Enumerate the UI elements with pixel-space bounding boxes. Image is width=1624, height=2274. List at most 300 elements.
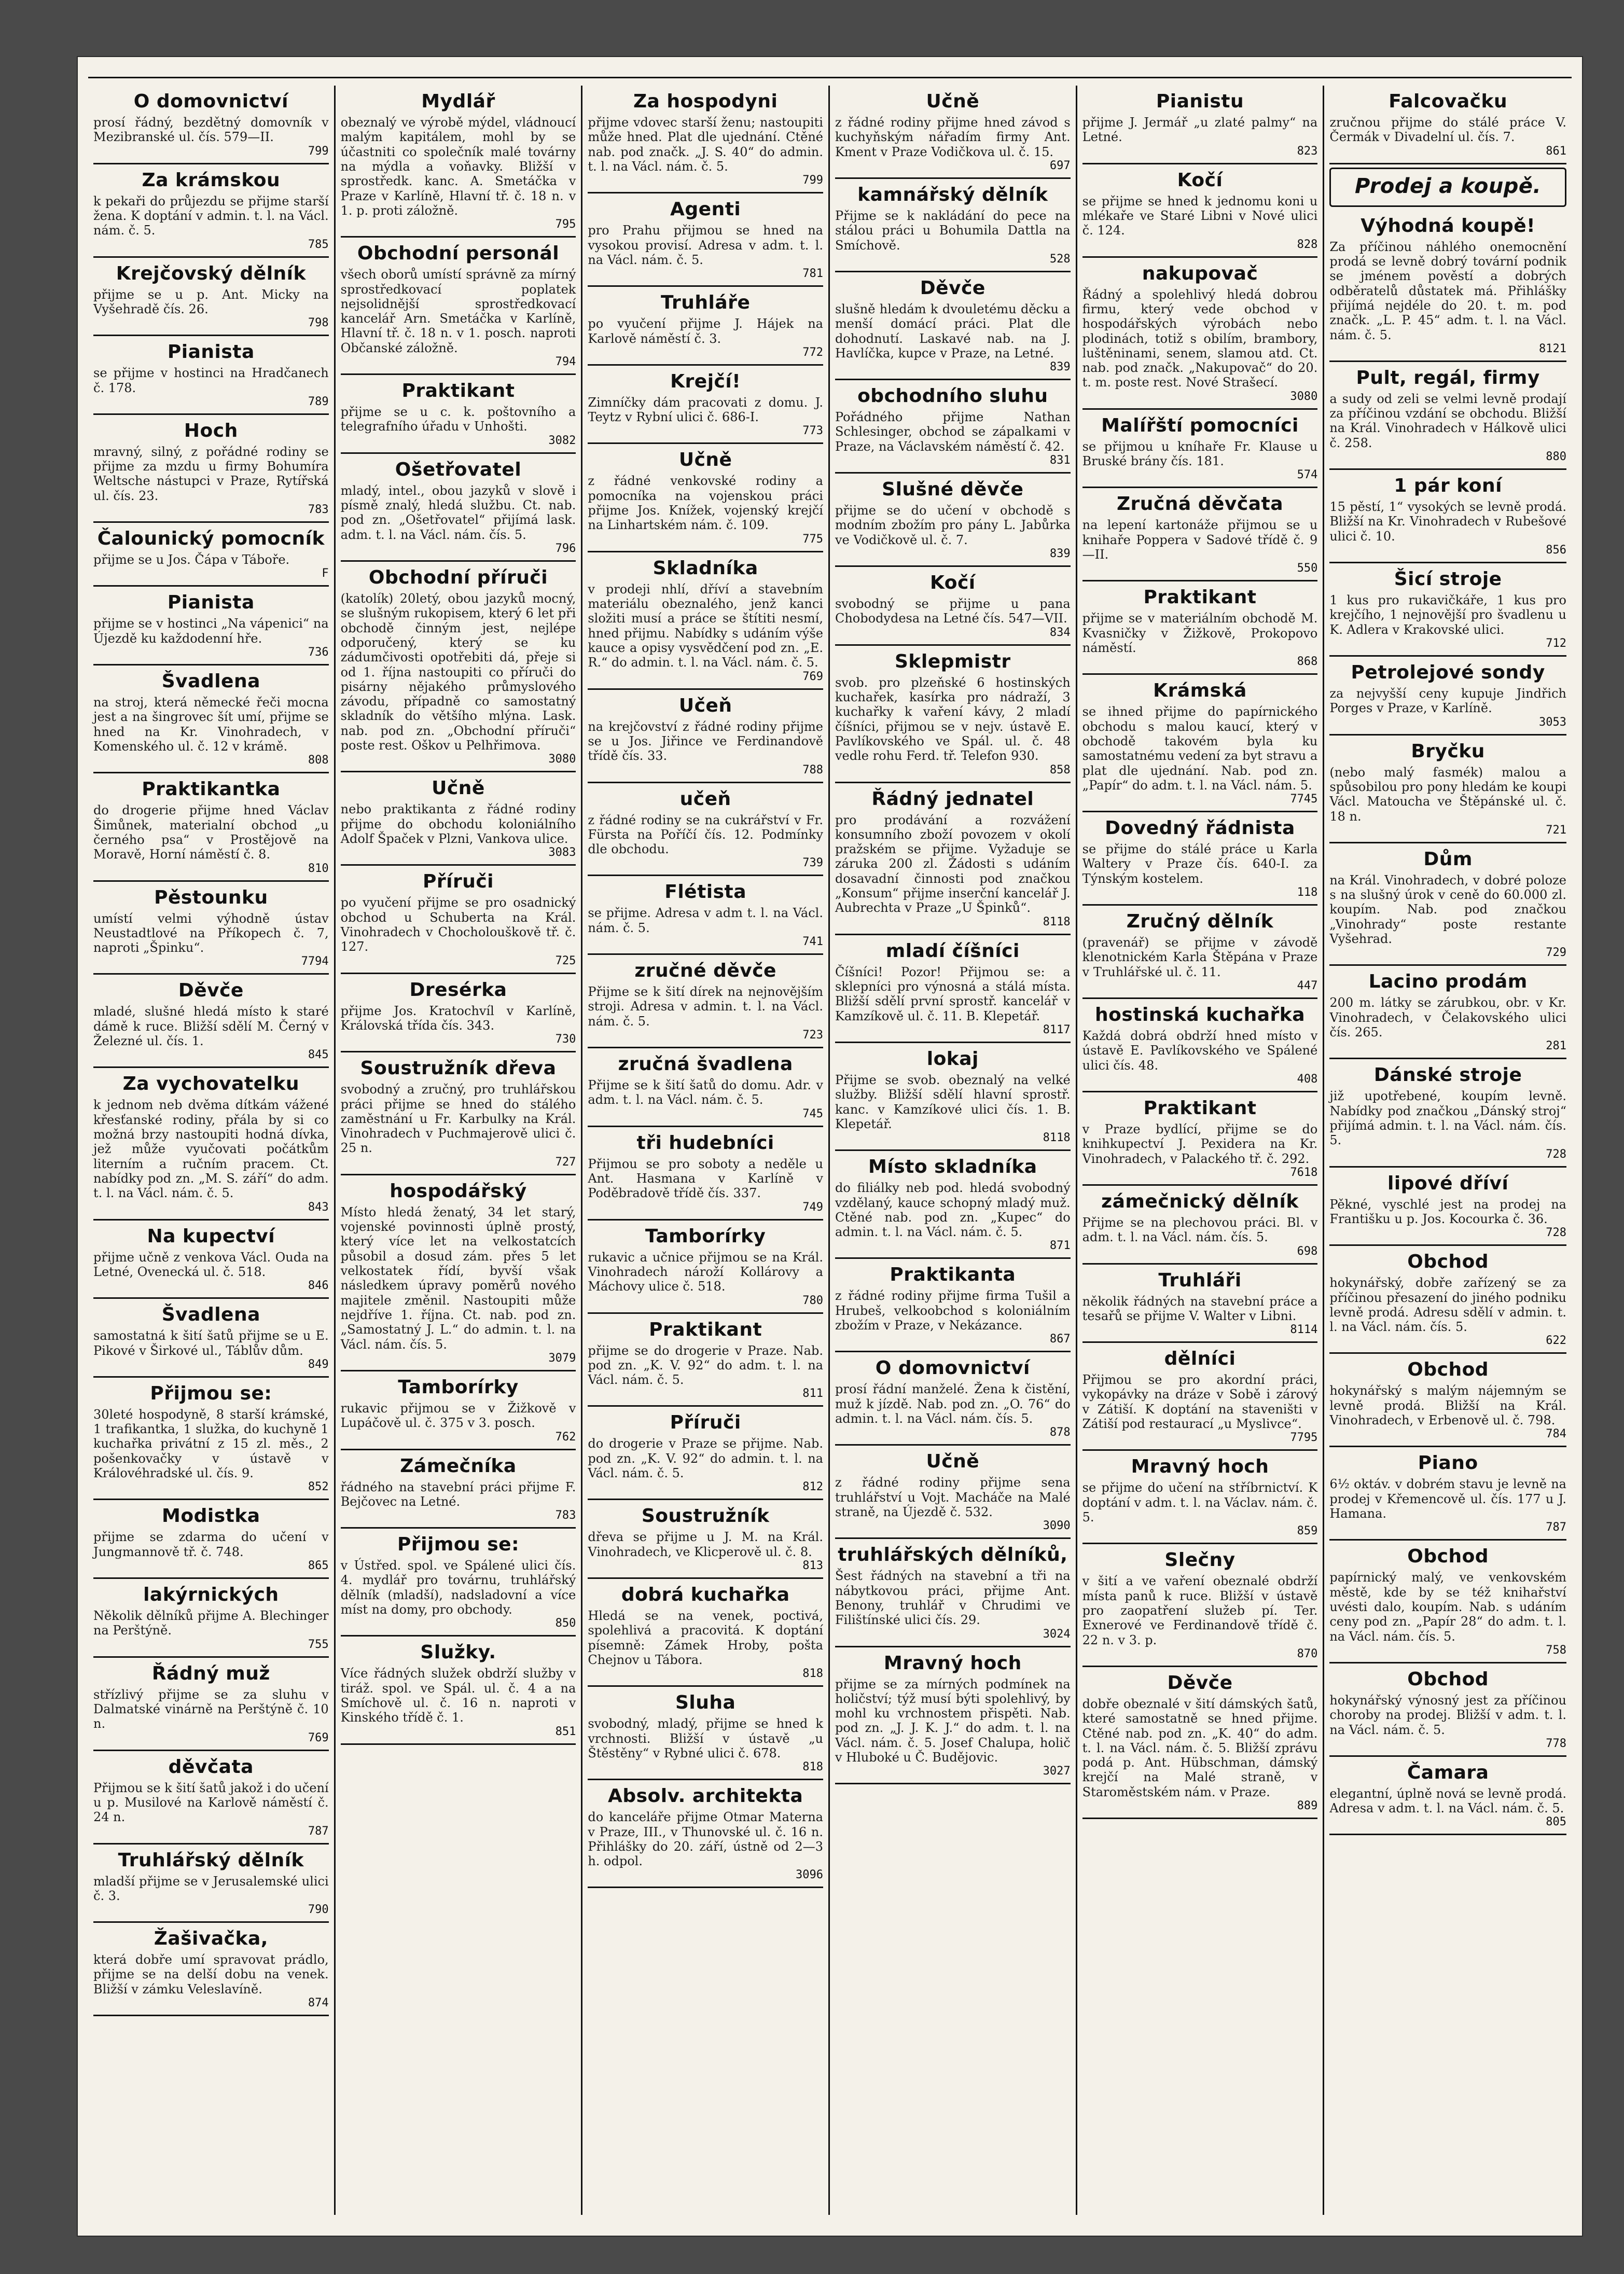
ad-text: Přijmou se pro soboty a neděle u Ant. Hasmana v Karlíně v Poděbradově třídě čís. 337. xyxy=(588,1156,823,1201)
ad-number: 739 xyxy=(802,856,823,870)
column-1 xyxy=(88,86,336,2215)
ad-text: přijme vdovec starší ženu; nastoupiti může hned. Plat dle ujednání. Ctěné nab. pod značk. „J. S. 40“ do admin. t. l. na Václ. nám. č. 5. xyxy=(588,115,823,174)
classified-ad xyxy=(588,193,823,287)
ad-title: Praktikant xyxy=(649,1319,762,1340)
ad-text: se ihned přijme do papírnického obchodu s malou kaucí, který v obchodě takovém byla ku samostatnému vedení za byt stravu a plat dle ujednání. Nab. pod zn. „Papír“ do adm. t. l. na Václ. nám. 5. xyxy=(1082,704,1318,793)
ad-text: hokynářský, dobře zařízený se za příčinou přesazení do jiného podniku levně prodá. Adresu sdělí v admin. t. l. na Václ. nám. čís. 5. xyxy=(1329,1275,1566,1335)
ad-number: 728 xyxy=(1546,1226,1566,1240)
classified-ad xyxy=(341,238,576,375)
classified-ad xyxy=(1329,657,1566,736)
ad-title: Za hospodyni xyxy=(633,91,778,112)
ad-number: 871 xyxy=(1049,1239,1071,1253)
classified-ad xyxy=(835,474,1071,567)
classified-ad xyxy=(93,1845,329,1923)
ad-number: 818 xyxy=(802,1760,823,1774)
column-2 xyxy=(336,86,583,2215)
ad-text: svobodný, mladý, přijme se hned k vrchnosti. Bližší v ústavě „u Štěstěny“ v Rybné ulici č. 678. xyxy=(588,1716,823,1760)
classified-ad xyxy=(588,86,823,193)
classified-ad xyxy=(93,1579,329,1658)
ad-title: hospodářský xyxy=(390,1180,527,1202)
ad-text: Přijme se k šití dírek na nejnovějším stroji. Adresa v admin. t. l. na Václ. nám. č. 5. xyxy=(588,985,823,1029)
ad-title: Švadlena xyxy=(161,1304,260,1326)
ad-text: (pravenář) se přijme v závodě klenotnickém Karla Štěpána v Praze v Truhlářské ul. č. 11. xyxy=(1082,935,1318,979)
ad-number: 769 xyxy=(308,1731,329,1744)
ad-text: Více řádných služek obdrží služby v tiráž. spol. ve Spál. ul. č. 4 a na Smíchově ul. č. 16 n. naproti v Kinského třídě č. 1. xyxy=(340,1666,576,1725)
ad-title: O domovnictví xyxy=(875,1357,1030,1379)
ad-number: 8118 xyxy=(1043,1131,1071,1145)
ad-number: 3096 xyxy=(796,1868,823,1882)
classified-ad xyxy=(1082,1667,1318,1819)
ad-text: přijme učně z venkova Václ. Ouda na Letné, Ovenecká ul. č. 518. xyxy=(93,1250,329,1279)
ad-number: 798 xyxy=(308,316,329,330)
ad-number: 3027 xyxy=(1043,1765,1071,1778)
ad-title: Příruči xyxy=(422,871,494,893)
ad-number: 736 xyxy=(308,646,329,659)
ad-number: 783 xyxy=(555,1509,576,1522)
classified-ad xyxy=(835,1539,1071,1647)
ad-title: Pult, regál, firmy xyxy=(1356,367,1540,389)
ad-title: Šicí stroje xyxy=(1394,569,1502,590)
ad-text: hokynářský s malým nájemným se levně prodá. Bližší na Král. Vinohradech, v Erbenově ul. č. 798. xyxy=(1329,1383,1566,1428)
ad-number: 845 xyxy=(308,1048,329,1062)
classified-ad xyxy=(1082,1092,1318,1186)
ad-number: 874 xyxy=(308,1996,329,2010)
ad-number: 852 xyxy=(308,1480,329,1494)
ad-text: pro Prahu přijmou se hned na vysokou provisí. Adresa v adm. t. l. na Václ. nám. č. 5. xyxy=(588,223,823,267)
column-5 xyxy=(1077,86,1325,2215)
ad-text: po vyučení přijme se pro osadnický obchod u Schuberta na Král. Vinohradech v Chocholouškově tř. č. 127. xyxy=(340,895,576,954)
ad-title: Místo skladníka xyxy=(868,1156,1037,1178)
ad-text: rukavic přijmou se v Žižkově v Lupáčově ul. č. 375 v 3. posch. xyxy=(340,1401,576,1431)
ad-number: 799 xyxy=(308,144,329,158)
ad-title: Obchod xyxy=(1407,1251,1489,1273)
ad-text: do filiálky neb pod. hledá svobodný vzdělaný, kauce schopný mladý muž. Ctěné nab. pod zn. „Kupec“ do admin. t. l. na Václ. nám. č. 5. xyxy=(835,1181,1071,1240)
ad-text: Hledá se na venek, poctivá, spolehlivá a pracovitá. K doptání písemně: Zámek Hroby, pošta Chejnov u Tábora. xyxy=(588,1609,823,1667)
ad-title: Příruči xyxy=(670,1412,741,1434)
ad-title: Přijmou se: xyxy=(397,1534,519,1556)
ad-title: Dresérka xyxy=(409,979,507,1001)
ad-number: 729 xyxy=(1546,946,1566,960)
ad-text: samostatná k šití šatů přijme se u E. Pikové v Širkové ul., Táblův dům. xyxy=(93,1328,329,1358)
classified-ad xyxy=(1082,1265,1318,1343)
ad-number: 741 xyxy=(802,935,823,949)
ad-title: Pianista xyxy=(167,341,255,363)
ad-text: mravný, silný, z pořádné rodiny se přijme za mzdu u firmy Bohumíra Weltsche nástupci v Praze, Rytířská ul. čís. 23. xyxy=(93,444,329,503)
ad-number: 778 xyxy=(1546,1737,1566,1750)
ad-title: Praktikant xyxy=(1143,587,1257,608)
ad-number: 870 xyxy=(1297,1647,1318,1660)
ad-text: elegantní, úplně nová se levně prodá. Adresa v adm. t. l. na Václ. nám. č. 5. xyxy=(1329,1786,1566,1816)
ad-title: Praktikantka xyxy=(142,779,281,800)
ad-text: v prodeji nhlí, dříví a stavebním materiálu obeznalého, jenž kanci složiti musí a práce se štítiti nesmí, hned přijmu. Nabídky s udáním výše kauce a opisy vysvědčení pod zn. „E. R.“ do admin. t. l. na Václ. nám. č. 5. xyxy=(588,581,823,670)
ad-text: do drogerie přijme hned Václav Šimůnek, materialní obchod „u černého psa“ v Prostějově na Moravě, Horní náměstí č. 8. xyxy=(93,803,329,862)
ad-number: 3090 xyxy=(1043,1519,1071,1533)
ad-text: z řádné rodiny se na cukrářství v Fr. Fürsta na Poříčí čís. 12. Podmínky dle obchodu. xyxy=(588,812,823,857)
ad-text: 6½ oktáv. v dobrém stavu je levně na prodej v Křemencově ul. čís. 177 u J. Hamana. xyxy=(1329,1477,1566,1521)
classified-ad xyxy=(341,375,576,454)
ad-text: mladší přijme se v Jerusalemské ulici č. 3. xyxy=(93,1874,329,1903)
ad-number: 828 xyxy=(1297,238,1318,251)
ad-title: Přijmou se: xyxy=(150,1382,272,1404)
classified-ad xyxy=(835,1259,1071,1352)
ad-number: 7618 xyxy=(1290,1166,1318,1179)
ad-number: 7795 xyxy=(1290,1431,1318,1445)
ad-number: 749 xyxy=(802,1200,823,1214)
ad-title: Agenti xyxy=(670,199,741,220)
ad-title: Učně xyxy=(926,1451,980,1473)
classified-ad xyxy=(1329,843,1566,966)
classified-ad xyxy=(1329,1059,1566,1167)
classified-ad xyxy=(835,1151,1071,1259)
classified-ad xyxy=(341,772,576,866)
ad-number: 3024 xyxy=(1043,1627,1071,1641)
ad-number: 8117 xyxy=(1043,1023,1071,1036)
ad-title: děvčata xyxy=(168,1756,254,1778)
ad-title: 1 pár koní xyxy=(1394,475,1502,497)
ad-number: 8118 xyxy=(1043,915,1071,928)
ad-title: Sluha xyxy=(675,1692,736,1714)
classified-ad xyxy=(588,783,823,877)
classified-ad xyxy=(588,366,823,445)
ad-text: 15 pěstí, 1“ vysokých se levně prodá. Bližší na Kr. Vinohradech v Rubešové ulici č. 10. xyxy=(1329,500,1566,544)
ad-text: k pekaři do průjezdu se přijme starší žena. K doptání v admin. t. l. na Václ. nám. č. 5. xyxy=(93,193,329,238)
classified-ad xyxy=(341,866,576,974)
ad-number: 843 xyxy=(308,1200,329,1214)
ad-title: Učeň xyxy=(678,695,732,716)
ad-title: lokaj xyxy=(926,1048,979,1070)
ad-text: řádného na stavební práci přijme F. Bejčovec na Letné. xyxy=(340,1479,576,1509)
ad-text: prosí řádný, bezdětný domovník v Mezibranské ul. čís. 579—II. xyxy=(93,115,329,145)
classified-ad xyxy=(588,1314,823,1407)
ad-text: mladý, intel., obou jazyků v slově i písmě znalý, hledá službu. Ct. nab. pod zn. „Ošetřovatel“ přijímá lask. adm. t. l. na Václ. nám. čís. 5. xyxy=(340,483,576,542)
classified-ad xyxy=(835,567,1071,646)
classified-ad xyxy=(341,1637,576,1744)
ad-number: 818 xyxy=(802,1667,823,1681)
ad-title: Modistka xyxy=(162,1505,260,1527)
ad-number: 3053 xyxy=(1539,715,1566,729)
ad-text: se přijme se hned k jednomu koni u mlékaře ve Staré Libni v Nové ulici č. 124. xyxy=(1082,193,1318,238)
ad-text: 30leté hospodyně, 8 starší krámské, 1 trafikantka, 1 služka, do kuchyně 1 kuchařka privátní z 15 zl. měs., 2 pošenkovačky v ústavě v Královéhradské ul. čís. 9. xyxy=(93,1407,329,1481)
ad-number: 723 xyxy=(802,1029,823,1042)
ad-text: zručnou přijme do stálé práce V. Čermák v Divadelní ul. čís. 7. xyxy=(1329,115,1566,145)
ad-title: Slečny xyxy=(1164,1549,1236,1571)
classified-ad xyxy=(1082,812,1318,906)
ad-text: (nebo malý fasmék) malou a spůsobilou pro pony hledám ke koupi Václ. Matoucha ve Štěpánské ul. č. 18 n. xyxy=(1329,765,1566,824)
ad-number: 755 xyxy=(308,1638,329,1651)
classified-ad xyxy=(588,690,823,783)
classified-ad xyxy=(1082,86,1318,164)
ad-number: 3083 xyxy=(548,846,576,859)
ad-text: z řádné venkovské rodiny a pomocníka na vojenskou práci přijme Jos. Knížek, vojenský krejčí na Linhartském nám. č. 109. xyxy=(588,474,823,533)
ad-text: Přijme se na plechovou práci. Bl. v adm. t. l. na Václ. nám. čís. 5. xyxy=(1082,1215,1318,1245)
classified-ad xyxy=(341,1052,576,1175)
classified-ad xyxy=(93,1923,329,2016)
ad-number: 889 xyxy=(1297,1799,1318,1813)
ad-text: na Král. Vinohradech, v dobré poloze s na slušný úrok v ceně do 60.000 zl. koupím. Nab. pod značkou „Vinohrady“ poste restante Vyšehrad. xyxy=(1329,872,1566,947)
ad-number: 3082 xyxy=(548,434,576,447)
ad-title: Na kupectví xyxy=(147,1225,275,1247)
ad-title: Pěstounku xyxy=(154,886,268,908)
ad-text: Šest řádných na stavební a tři na nábytkovou práci, přijme Ant. Benony, truhlář v Chrudimi ve Filištínské ulici čís. 29. xyxy=(835,1569,1071,1628)
classified-ad xyxy=(93,773,329,881)
ad-number: 865 xyxy=(308,1559,329,1572)
ad-text: se přijmou u kníhaře Fr. Klause u Bruské brány čís. 181. xyxy=(1082,439,1318,469)
ad-number: 808 xyxy=(308,754,329,767)
ad-title: Dům xyxy=(1423,848,1473,870)
ad-number: 728 xyxy=(1546,1147,1566,1161)
ad-title: Zručný dělník xyxy=(1126,911,1274,933)
ad-number: 773 xyxy=(802,424,823,438)
ad-title: Praktikant xyxy=(1143,1097,1257,1119)
classified-ad xyxy=(835,935,1071,1043)
ad-title: Řádný muž xyxy=(151,1662,270,1684)
classified-ad xyxy=(341,1175,576,1371)
ad-text: 200 m. látky se zárubkou, obr. v Kr. Vinohradech, v Čelakovského ulici čís. 265. xyxy=(1329,995,1566,1039)
ad-number: 528 xyxy=(1049,252,1071,266)
ad-title: Bryčku xyxy=(1411,740,1485,762)
classified-ad xyxy=(1082,1186,1318,1265)
ad-text: již upotřebené, koupím levně. Nabídky pod značkou „Dánský stroj“ přijímá admin. t. l. na Václ. nám. čís. 5. xyxy=(1329,1089,1566,1148)
ad-title: Malířští pomocníci xyxy=(1101,414,1299,436)
ad-title: Mydlář xyxy=(421,91,495,112)
ad-number: 785 xyxy=(308,238,329,251)
ad-number: 697 xyxy=(1049,159,1071,172)
ad-title: zámečnický dělník xyxy=(1101,1190,1299,1212)
ad-number: 3080 xyxy=(548,753,576,766)
classified-ad xyxy=(588,876,823,955)
ad-text: umístí velmi výhodně ústav Neustadtlové na Příkopech č. 7, naproti „Špinku“. xyxy=(93,911,329,955)
classified-ad xyxy=(93,1658,329,1751)
ad-text: přijme se v materiálním obchodě M. Kvasničky v Žižkově, Prokopovo náměstí. xyxy=(1082,611,1318,655)
ad-number: 775 xyxy=(802,532,823,546)
ad-number: 789 xyxy=(308,395,329,408)
ad-title: obchodního sluhu xyxy=(857,385,1048,407)
classified-ad xyxy=(835,646,1071,783)
ad-title: Dovedný řádnista xyxy=(1105,817,1295,839)
ad-text: přijme se za mírných podmínek na holičství; týž musí býti spolehlivý, by mohl ku vrchnostem přispěti. Nab. pod zn. „J. J. K. J.“ do adm. t. l. na Václ. nám. č. 5. Josef Chalupa, holič v Hluboké u Č. Budějovic. xyxy=(835,1676,1071,1765)
column-3 xyxy=(582,86,830,2215)
ad-text: do drogerie v Praze se přijme. Nab. pod zn. „K. V. 92“ do admin. t. l. na Václ. nám. č. 5. xyxy=(588,1436,823,1481)
ad-title: Prodej a koupě. xyxy=(1355,174,1542,198)
classified-ad xyxy=(588,1127,823,1221)
classified-ad xyxy=(1329,1447,1566,1541)
ad-text: přijme se v hostinci „Na vápenici“ na Újezdě ku každodenní hře. xyxy=(93,616,329,646)
ad-number: 850 xyxy=(555,1617,576,1630)
ad-number: 868 xyxy=(1297,655,1318,669)
ad-text: se přijme. Adresa v adm t. l. na Václ. nám. č. 5. xyxy=(588,906,823,935)
ad-text: Několik dělníků přijme A. Blechinger na Perštýně. xyxy=(93,1609,329,1638)
classified-ad xyxy=(588,1407,823,1500)
ad-title: Děvče xyxy=(1167,1672,1233,1694)
ad-number: 8121 xyxy=(1539,342,1566,355)
ad-text: z řádné rodiny přijme firma Tušil a Hrubeš, velkoobchod s koloniálním zbožím v Praze, v Nekázance. xyxy=(835,1288,1071,1333)
ad-number: 281 xyxy=(1546,1039,1566,1053)
classified-ad xyxy=(588,444,823,552)
ad-text: slušně hledám k dvouletému děcku a menší domácí práci. Plat dle dohodnutí. Laskavé nab. na J. Havlíčka, kupce v Praze, na Letné. xyxy=(835,301,1071,360)
ad-title: Praktikanta xyxy=(890,1264,1016,1286)
classified-ad xyxy=(835,1647,1071,1785)
ad-text: obeznalý ve výrobě mýdel, vládnoucí malým kapitálem, mohl by se účastniti co společník malé továrny na mýdla a voňavky. Bližší v sprostředk. kanc. A. Smetáčka v Praze v Karlíně, Hlavní tř. č. 18 n. v 1. p. proti záložně. xyxy=(340,115,576,218)
ad-text: Zimníčky dám pracovati z domu. J. Teytz v Rybní ulici č. 686-I. xyxy=(588,395,823,425)
ad-number: 408 xyxy=(1297,1072,1318,1086)
classified-ad xyxy=(1329,966,1566,1059)
ad-number: 781 xyxy=(802,267,823,281)
ad-title: hostinská kuchařka xyxy=(1095,1004,1305,1025)
ad-text: v Praze bydlící, přijme se do knihkupectví J. Pexidera na Kr. Vinohradech, v Palackého tř. č. 292. xyxy=(1082,1121,1318,1166)
ad-number: 834 xyxy=(1049,626,1071,639)
classified-ad xyxy=(1329,563,1566,657)
ad-text: Pěkné, vyschlé jest na prodej na Františku u p. Jos. Kocourka č. 36. xyxy=(1329,1197,1566,1226)
ad-number: 721 xyxy=(1546,823,1566,837)
ad-title: Švadlena xyxy=(161,671,260,692)
ad-title: kamnářský dělník xyxy=(857,184,1048,205)
ad-text: všech oborů umístí správně za mírný sprostředkovací poplatek nejsolidnější sprostředkovací kancelář Arn. Smetáčka v Karlíně, Hlavní tř. č. 18 n. v 1. posch. naproti Občanské záložně. xyxy=(340,267,576,355)
ad-title: Absolv. architekta xyxy=(608,1785,803,1807)
ad-text: přijme J. Jermář „u zlaté palmy“ na Letné. xyxy=(1082,115,1318,145)
classified-ad xyxy=(588,955,823,1048)
ad-title: Krejčí! xyxy=(670,370,741,392)
ad-text: 1 kus pro rukavičkáře, 1 kus pro krejčího, 1 nejnovější pro švadlenu u K. Adlera v Krakovské ulici. xyxy=(1329,593,1566,637)
ad-title: Děvče xyxy=(920,277,985,299)
ad-text: v šití a ve vaření obeznalé obdrží místa panů k ruce. Bližší v ústavě pro zaopatření služeb pí. Ter. Exnerové ve Ferdinandově třídě č. 22 n. v 3. p. xyxy=(1082,1574,1318,1647)
classified-ad xyxy=(93,258,329,337)
ad-number: 7794 xyxy=(301,955,329,968)
ad-text: Za příčinou náhlého onemocnění prodá se levně dobrý tovární podnik se jménem pověstí a dobrých odběratelů důstatek má. Přihlášky přijímá nejdéle do 20. t. m. pod značk. „L. P. 45“ adm. t. l. na Václ. nám. č. 5. xyxy=(1329,239,1566,342)
ad-title: Praktikant xyxy=(401,380,515,402)
ad-title: Čalounický pomocník xyxy=(97,528,325,550)
ad-title: Učně xyxy=(432,778,485,799)
ad-number: 574 xyxy=(1297,468,1318,482)
ad-number: 772 xyxy=(802,345,823,359)
ad-title: Flétista xyxy=(664,881,747,903)
ad-title: Učně xyxy=(926,91,980,112)
ad-number: 811 xyxy=(802,1387,823,1401)
ad-number: F xyxy=(322,567,329,580)
classified-ad xyxy=(835,1043,1071,1151)
ad-text: v Ústřed. spol. ve Spálené ulici čís. 4. mydlář pro továrnu, truhlářský dělník (mladší), nadsladovní a více míst na domy, pro obchody. xyxy=(340,1558,576,1617)
ad-title: Výhodná koupě! xyxy=(1361,215,1536,237)
ad-text: Přijmou se pro akordní práci, vykopávky na dráze v Sobě i zárový v Zátiší. K doptání na staveništi v Zátiší pod restaurací „u Myslivce“. xyxy=(1082,1372,1318,1432)
classified-ad xyxy=(93,1299,329,1378)
ad-number: 813 xyxy=(802,1559,823,1572)
ad-title: Tamborírky xyxy=(645,1225,766,1247)
ad-number: 796 xyxy=(555,542,576,555)
ad-text: pro prodávání a rozvážení konsumního zboží povozem v okolí pražském se přijme. Vyžaduje se záruka 200 zl. Žádosti s udáním dosavadní činnosti pod značkou „Konsum“ přijme inserční kancelář J. Aubrechta v Praze „U Špinků“. xyxy=(835,812,1071,916)
ad-text: na lepení kartonáže přijmou se u knihaře Poppera v Sadové třídě č. 9—II. xyxy=(1082,518,1318,562)
ad-number: 799 xyxy=(802,174,823,187)
ad-text: prosí řádní manželé. Žena k čistění, muž k jízdě. Nab. pod zn. „O. 76“ do admin. t. l. na Václ. nám. čís. 5. xyxy=(835,1382,1071,1426)
ad-text: (katolík) 20letý, obou jazyků mocný, se slušným rukopisem, který 6 let při obchodě činným jest, nejlépe odporučený, který se ku zádumčivosti opotřebiti dá, přeje si od 1. října nastoupiti co příruči do pisárny nějakého průmyslového závodu, případně co samostatný skladník do většího mlýna. Lask. nab. pod zn. „Obchodní příruči“ poste rest. Oškov u Pelhřimova. xyxy=(340,591,576,753)
ad-text: dřeva se přijme u J. M. na Král. Vinohradech, ve Klicperově ul. č. 8. xyxy=(588,1530,823,1559)
ad-title: Truhláři xyxy=(1158,1269,1242,1291)
classified-ad xyxy=(1329,1354,1566,1447)
ad-title: Mravný hoch xyxy=(883,1652,1022,1674)
ad-title: Žašivačka, xyxy=(154,1928,268,1950)
classified-ad xyxy=(93,415,329,523)
ad-text: rukavic a učnice přijmou se na Král. Vinohradech nároží Kollárovy a Máchovy ulice č. 518. xyxy=(588,1250,823,1294)
classified-ad xyxy=(93,1221,329,1299)
classified-ad xyxy=(341,974,576,1053)
ad-text: Přijme se svob. obeznalý na velké služby. Bližší sdělí hlavní sprostř. kanc. v Kamzíkové ulici čís. 1. B. Klepetář. xyxy=(835,1072,1071,1131)
ad-number: 849 xyxy=(308,1357,329,1371)
classified-ad xyxy=(93,86,329,164)
classified-ad xyxy=(341,1371,576,1450)
ad-number: 730 xyxy=(555,1033,576,1046)
ad-title: Za krámskou xyxy=(142,169,281,191)
ad-title: Hoch xyxy=(184,420,238,441)
ad-title: Krejčovský dělník xyxy=(116,262,306,284)
ad-title: Řádný jednatel xyxy=(871,788,1034,810)
classified-ad xyxy=(341,562,576,772)
classified-ad xyxy=(1329,362,1566,470)
classified-ad xyxy=(588,1221,823,1314)
ad-number: 118 xyxy=(1297,886,1318,899)
ad-text: papírnický malý, ve venkovském městě, kde by se též knihařství uvésti dalo, koupím. Nab. s udáním ceny pod zn. „Papír 28“ do adm. t. l. na Václ. nám. čís. 5. xyxy=(1329,1570,1566,1644)
ad-title: Služky. xyxy=(420,1642,496,1663)
classified-ad xyxy=(1082,906,1318,999)
ad-title: Mravný hoch xyxy=(1131,1456,1269,1478)
ad-title: dobrá kuchařka xyxy=(621,1584,790,1605)
classified-ad xyxy=(835,1446,1071,1539)
ad-title: Dánské stroje xyxy=(1373,1064,1522,1086)
ad-text: svobodný a zručný, pro truhlářskou práci přijme se hned do stálého zaměstnání u Fr. Karbulky na Král. Vinohradech v Puchmajerově ulici č. 25 n. xyxy=(340,1082,576,1156)
classified-ad xyxy=(93,975,329,1068)
classified-ad xyxy=(1082,1343,1318,1451)
classified-ad xyxy=(341,1529,576,1637)
ad-number: 805 xyxy=(1546,1815,1566,1829)
ad-text: do kanceláře přijme Otmar Materna v Praze, III., v Thunovské ul. č. 16 n. Přihlášky do 20. září, ústně od 2—3 h. odpol. xyxy=(588,1810,823,1869)
classified-ad xyxy=(1082,164,1318,258)
ad-number: 812 xyxy=(802,1480,823,1494)
ad-number: 851 xyxy=(555,1725,576,1738)
ad-title: O domovnictví xyxy=(133,91,288,112)
classified-ad xyxy=(1082,1544,1318,1667)
ad-text: střízlivý přijme se za sluhu v Dalmatské vinárně na Perštýně č. 10 n. xyxy=(93,1687,329,1731)
ad-number: 447 xyxy=(1297,979,1318,992)
classified-ad xyxy=(1082,581,1318,675)
ad-number: 3079 xyxy=(548,1351,576,1365)
ad-title: Piano xyxy=(1418,1452,1478,1474)
ad-text: z řádné rodiny přijme hned závod s kuchyňským nářadím firmy Ant. Kment v Praze Vodičkova ul. č. 15. xyxy=(835,115,1071,159)
classified-ad xyxy=(835,86,1071,179)
classified-ad xyxy=(93,882,329,975)
ad-number: 7745 xyxy=(1290,793,1318,806)
ad-number: 762 xyxy=(555,1430,576,1444)
classified-ad xyxy=(835,380,1071,474)
ad-number: 788 xyxy=(802,763,823,777)
ad-text: k jednom neb dvěma dítkám vážené křesťanské rodiny, přála by si co možná brzy nastoupiti hodná dívka, jež může vyučovati počátkům literním a ručním pracem. Ct. nabídky pod zn. „M. S. září“ do adm. t. l. na Václ. nám. č. 5. xyxy=(93,1098,329,1201)
ad-number: 787 xyxy=(308,1824,329,1838)
classified-ad xyxy=(1329,1757,1566,1836)
classified-ad xyxy=(835,1352,1071,1446)
classified-ad xyxy=(588,1579,823,1687)
ad-number: 859 xyxy=(1297,1524,1318,1538)
ad-number: 745 xyxy=(802,1107,823,1120)
ad-text: Přijme se k šití šatů do domu. Adr. v adm. t. l. na Václ. nám. č. 5. xyxy=(588,1078,823,1107)
ad-text: na krejčovství z řádné rodiny přijme se u Jos. Jiřince ve Ferdinandově třídě čís. 33. xyxy=(588,719,823,764)
ad-title: Ošetřovatel xyxy=(395,459,522,480)
ad-title: Soustružník dřeva xyxy=(360,1058,557,1079)
ad-number: 550 xyxy=(1297,562,1318,575)
classified-ad xyxy=(1329,86,1566,164)
classified-ad xyxy=(1082,675,1318,812)
classified-ad xyxy=(588,1780,823,1888)
classified-ad xyxy=(1329,1168,1566,1246)
ad-number: 839 xyxy=(1049,547,1071,560)
ad-text: Místo hledá ženatý, 34 let starý, vojenské povinnosti úplně prostý, který více let na velkostatcích působil a dosud zám. přes 5 let velkostatek řídí, byvší však následkem úpravy poměrů nového majitele změnil. Nastoupiti může nejdříve 1. října. Ct. nab. pod zn. „Samostatný J. L.“ do admin. t. l. na Václ. nám. čís. 5. xyxy=(340,1204,576,1352)
ad-text: se přijme do učení na stříbrnictví. K doptání v adm. t. l. na Václav. nám. č. 5. xyxy=(1082,1480,1318,1524)
classified-ad xyxy=(1329,1663,1566,1757)
